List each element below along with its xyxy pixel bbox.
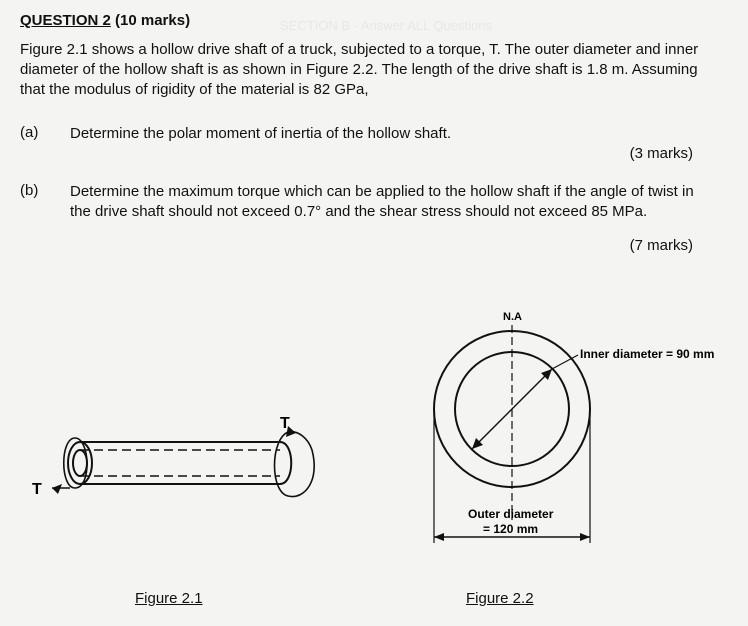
torque-label-right: T (280, 415, 290, 432)
question-heading: QUESTION 2 (20, 12, 111, 29)
bleed-through-text: SECTION B - Answer ALL Questions (280, 18, 492, 33)
part-a-text: Determine the polar moment of inertia of the hollow shaft. (70, 125, 452, 142)
inner-diameter-label: Inner diameter = 90 mm (580, 347, 715, 361)
figure-2-1-caption: Figure 2.1 (135, 590, 203, 607)
figure-2-2-cross-section (420, 305, 735, 555)
neutral-axis-label: N.A (503, 311, 522, 323)
torque-label-left: T (32, 481, 42, 498)
part-b-text: Determine the maximum torque which can be applied to the hollow shaft if the angle of twist in the drive shaft should not exceed 0.7° and the shear stress should not exceed 85 MPa. (70, 183, 694, 220)
question-title (20, 12, 190, 29)
figure-2-2-caption: Figure 2.2 (466, 590, 534, 607)
outer-diameter-label-line2: = 120 mm (483, 522, 539, 536)
part-b-marks: (7 marks) (629, 237, 693, 254)
part-a-label: (a) (20, 124, 39, 141)
outer-diameter-label-line1: Outer diameter (468, 507, 554, 521)
question-marks: (10 marks) (110, 12, 191, 29)
part-a-marks: (3 marks) (629, 145, 693, 162)
figure-2-1-shaft-diagram (30, 410, 330, 510)
question-intro: Figure 2.1 shows a hollow drive shaft of a truck, subjected to a torque, T. The outer diameter and inner diameter of the hollow shaft is as shown in Figure 2.2. The length of the drive shaft is 1.8 m. Assuming that the modulus of rigidity of the material is 82 GPa, (20, 41, 699, 98)
part-b-label: (b) (20, 182, 39, 199)
